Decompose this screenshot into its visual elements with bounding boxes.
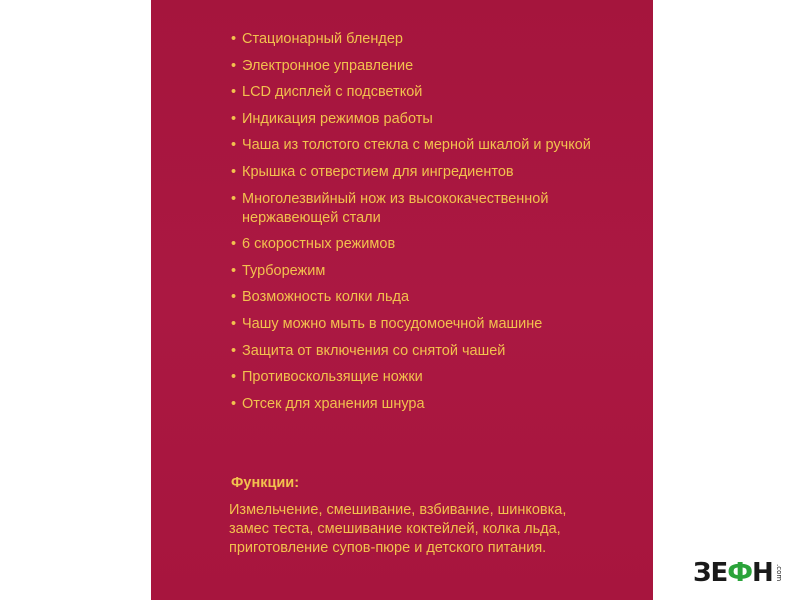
functions-text <box>229 501 629 558</box>
feature-item <box>231 163 631 182</box>
bullet-icon: • <box>231 110 237 127</box>
functions-line: приготовление супов-пюре и детского питания. <box>229 540 547 556</box>
feature-item <box>231 57 631 76</box>
feature-item <box>231 190 631 228</box>
functions-line: замес теста, смешивание коктейлей, колка льда, <box>229 521 561 537</box>
bullet-icon: • <box>231 84 237 101</box>
feature-item <box>231 288 631 307</box>
feature-item <box>231 262 631 281</box>
bullet-icon: • <box>231 342 237 359</box>
functions-line: Измельчение, смешивание, взбивание, шинковка, <box>229 502 567 518</box>
feature-text: Турборежим <box>242 262 326 279</box>
feature-item <box>231 368 631 387</box>
feature-text: Возможность колки льда <box>242 289 410 306</box>
bullet-icon: • <box>231 369 237 386</box>
feature-item <box>231 395 631 414</box>
feature-text: Многолезвийный нож из высококачественной нержавеющей стали <box>242 190 549 226</box>
feature-item <box>231 235 631 254</box>
feature-text: Защита от включения со снятой чашей <box>242 342 506 359</box>
feature-item <box>231 83 631 102</box>
logo-domain: .com <box>774 564 783 582</box>
features-list <box>231 30 631 421</box>
bullet-icon: • <box>231 315 237 332</box>
feature-text: Крышка с отверстием для ингредиентов <box>242 163 514 180</box>
feature-item <box>231 110 631 129</box>
feature-text: Отсек для хранения шнура <box>242 395 425 412</box>
bullet-icon: • <box>231 137 237 154</box>
logo-part: ЗЕ <box>693 558 728 588</box>
bullet-icon: • <box>231 31 237 47</box>
feature-item <box>231 342 631 361</box>
feature-text: Противоскользящие ножки <box>242 369 423 386</box>
bullet-icon: • <box>231 262 237 279</box>
bullet-icon: • <box>231 289 237 306</box>
feature-item <box>231 136 631 155</box>
bullet-icon: • <box>231 395 237 412</box>
bullet-icon: • <box>231 236 237 253</box>
functions-title: Функции: <box>231 475 300 491</box>
logo-part: Н <box>752 558 773 588</box>
feature-text: 6 скоростных режимов <box>242 236 396 253</box>
feature-text: Чашу можно мыть в посудомоечной машине <box>242 315 543 332</box>
bullet-icon: • <box>231 163 237 180</box>
logo-accent: Ф <box>727 558 753 588</box>
feature-text: Чаша из толстого стекла с мерной шкалой и ручкой <box>242 137 591 154</box>
feature-text: Стационарный блендер <box>242 31 403 47</box>
feature-text: Индикация режимов работы <box>242 110 433 127</box>
bullet-icon: • <box>231 57 237 74</box>
logo-text <box>693 560 773 586</box>
store-logo <box>693 560 783 586</box>
feature-text: Электронное управление <box>242 57 414 74</box>
feature-item <box>231 315 631 334</box>
feature-item <box>231 30 631 49</box>
bullet-icon: • <box>231 190 237 207</box>
feature-text: LCD дисплей с подсветкой <box>242 84 423 101</box>
